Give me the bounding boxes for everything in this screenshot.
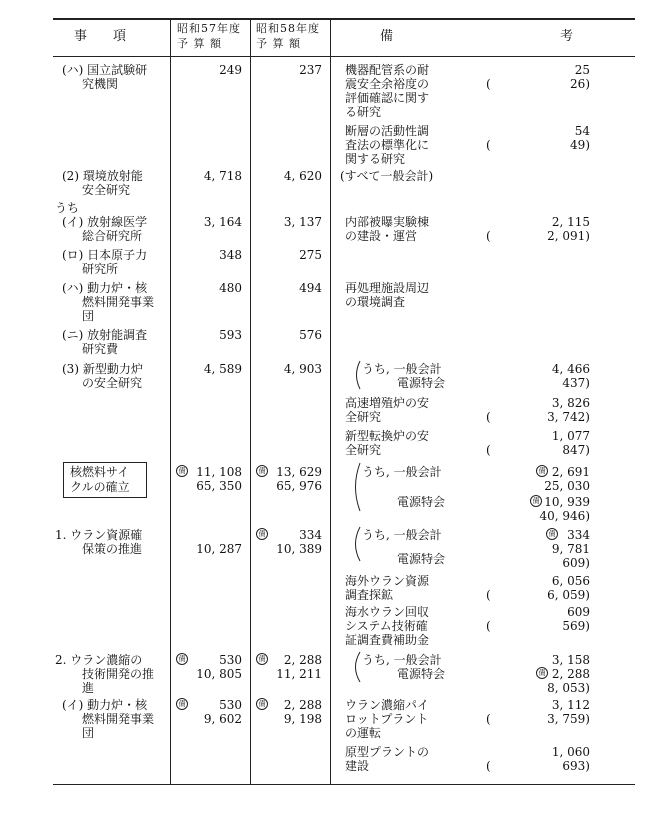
bond-seal: 債 [256,465,268,477]
row-label: 2. ウラン濃縮の [55,653,143,667]
remark-text: 原型プラントの [345,745,430,759]
row-label: 進 [82,681,95,695]
row-prefix: うち [55,201,80,215]
section-title: クルの確立 [70,480,130,494]
remark-amount: 3, 759) [547,712,590,726]
value-fy57: 480 [219,281,242,295]
row-label: 団 [82,726,95,740]
bond-seal: 債 [176,698,188,710]
header-fy57-line1: 昭和57年度 [177,22,241,35]
split-amount: 2, 288 [551,667,590,681]
remark-amount: 609 [567,605,590,619]
remark-open-paren: ( [486,588,491,602]
split-label: 電源特会 [397,667,446,681]
header-item: 事 項 [74,29,127,44]
row-label: 燃料開発事業 [82,712,155,726]
remark-text: 機器配管系の耐 [345,63,430,77]
row-label: (イ) 放射線医学 [62,215,148,229]
value-fy58: 494 [299,281,322,295]
header-fy58-line2: 予 算 額 [256,37,301,50]
row-label: 技術開発の推 [82,667,155,681]
bond-seal: 債 [256,653,268,665]
remark-amount: 3, 826 [551,396,590,410]
split-amount: 40, 946) [539,509,590,523]
header-fy58-line1: 昭和58年度 [256,22,320,35]
split-label: うち, 一般会計 [362,465,442,479]
bottom-rule [53,784,635,785]
split-amount: 25, 030 [544,479,590,493]
remark-amount: 2, 115 [551,215,590,229]
header-fy57-line2: 予 算 額 [177,37,222,50]
remark-note: (すべて一般会計) [340,169,434,183]
remark-text: の建設・運営 [345,229,418,243]
remark-amount: 26) [570,77,590,91]
value-fy58: 13, 629 [276,465,322,479]
split-label: 電源特会 [397,376,446,390]
value-fy57: 10, 287 [196,542,242,556]
remark-amount: 847) [562,443,590,457]
bond-seal: 債 [176,465,188,477]
remark-amount: 54 [574,124,590,138]
remark-amount: 1, 060 [551,745,590,759]
bond-seal: 債 [546,528,558,540]
remark-open-paren: ( [486,410,491,424]
split-amount: 9, 781 [551,542,590,556]
value-fy57: 65, 350 [196,479,242,493]
value-fy57: 4, 589 [203,362,242,376]
row-label: 究機関 [82,77,119,91]
row-label: (3) 新型動力炉 [62,362,143,376]
split-amount: 8, 053) [547,681,590,695]
row-label: (ハ) 国立試験研 [62,63,148,77]
remark-text: 関する研究 [345,152,406,166]
split-label: 電源特会 [397,552,446,566]
row-label: (イ) 動力炉・核 [62,698,148,712]
split-bracket [350,526,362,562]
row-label: (2) 環境放射能 [62,169,143,183]
remark-text: 全研究 [345,410,382,424]
row-label: 研究所 [82,262,119,276]
remark-text: 調査探鉱 [345,588,394,602]
remark-text: 海外ウラン資源 [345,574,430,588]
remark-open-paren: ( [486,759,491,773]
remark-text: 証調査費補助金 [345,633,430,647]
remark-text: 海水ウラン回収 [345,605,430,619]
split-amount: 609) [562,556,590,570]
header-remarks-2: 考 [560,29,574,44]
remark-text: 内部被曝実験棟 [345,215,430,229]
remark-amount: 569) [562,619,590,633]
remark-text: る研究 [345,105,382,119]
value-fy58: 576 [299,328,322,342]
remark-text: の環境調査 [345,295,406,309]
value-fy58: 9, 198 [283,712,322,726]
remark-text: 再処理施設周辺 [345,281,430,295]
col-divider-2 [250,18,251,785]
remark-text: 査法の標準化に [345,138,430,152]
split-amount: 437) [562,376,590,390]
remark-text: 建設 [345,759,370,773]
value-fy57: 249 [219,63,242,77]
value-fy57: 3, 164 [203,215,242,229]
value-fy58: 4, 620 [283,169,322,183]
row-label: (ハ) 動力炉・核 [62,281,148,295]
value-fy58: 2, 288 [283,698,322,712]
remark-text: ウラン濃縮パイ [345,698,430,712]
value-fy57: 530 [219,698,242,712]
value-fy58: 2, 288 [283,653,322,667]
value-fy57: 10, 805 [196,667,242,681]
remark-text: の運転 [345,726,382,740]
value-fy57: 4, 718 [203,169,242,183]
remark-open-paren: ( [486,443,491,457]
split-label: うち, 一般会計 [362,528,442,542]
remark-amount: 693) [562,759,590,773]
bond-seal: 債 [530,495,542,507]
remark-text: 評価確認に関す [345,91,430,105]
value-fy58: 4, 903 [283,362,322,376]
remark-open-paren: ( [486,712,491,726]
remark-open-paren: ( [486,229,491,243]
remark-amount: 3, 112 [551,698,590,712]
split-bracket [350,462,362,512]
remark-amount: 6, 056 [551,574,590,588]
split-bracket [350,651,362,683]
remark-text: 震安全余裕度の [345,77,430,91]
remark-open-paren: ( [486,619,491,633]
col-divider-1 [170,18,171,785]
bond-seal: 債 [536,667,548,679]
value-fy58: 3, 137 [283,215,322,229]
value-fy58: 10, 389 [276,542,322,556]
value-fy58: 237 [299,63,322,77]
value-fy58: 65, 976 [276,479,322,493]
bond-seal: 債 [176,653,188,665]
remark-amount: 49) [570,138,590,152]
value-fy57: 530 [219,653,242,667]
remark-open-paren: ( [486,77,491,91]
split-amount: 334 [567,528,590,542]
remark-amount: 2, 091) [547,229,590,243]
row-label: 研究費 [82,342,119,356]
row-label: 安全研究 [82,183,131,197]
remark-text: 断層の活動性調 [345,124,430,138]
split-label: うち, 一般会計 [362,362,442,376]
top-rule [53,18,635,20]
split-amount: 10, 939 [544,495,590,509]
remark-text: 新型転換炉の安 [345,429,430,443]
value-fy57: 593 [219,328,242,342]
split-amount: 4, 466 [551,362,590,376]
row-label: 1. ウラン資源確 [55,528,143,542]
value-fy57: 9, 602 [203,712,242,726]
value-fy58: 334 [299,528,322,542]
value-fy57: 11, 108 [196,465,242,479]
split-amount: 3, 158 [551,653,590,667]
split-bracket [352,360,362,390]
row-label: 団 [82,309,95,323]
row-label: 総合研究所 [82,229,143,243]
bond-seal: 債 [256,698,268,710]
row-label: 保策の推進 [82,542,143,556]
col-divider-3 [330,18,331,785]
row-label: の安全研究 [82,376,143,390]
row-label: 燃料開発事業 [82,295,155,309]
header-remarks-1: 備 [380,29,394,44]
split-label: うち, 一般会計 [362,653,442,667]
remark-amount: 25 [574,63,590,77]
remark-text: システム技術確 [345,619,428,633]
remark-text: 全研究 [345,443,382,457]
remark-amount: 6, 059) [547,588,590,602]
value-fy57: 348 [219,248,242,262]
value-fy58: 275 [299,248,322,262]
split-amount: 2, 691 [551,465,590,479]
bond-seal: 債 [256,528,268,540]
row-label: (ロ) 日本原子力 [62,248,148,262]
remark-text: ロットプラント [345,712,429,726]
remark-open-paren: ( [486,138,491,152]
row-label: (ニ) 放射能調査 [62,328,148,342]
remark-text: 高速増殖炉の安 [345,396,430,410]
section-title: 核燃料サイ [70,465,130,479]
bond-seal: 債 [536,465,548,477]
split-label: 電源特会 [397,495,446,509]
remark-amount: 3, 742) [547,410,590,424]
value-fy58: 11, 211 [276,667,322,681]
remark-amount: 1, 077 [551,429,590,443]
header-rule [53,56,635,57]
